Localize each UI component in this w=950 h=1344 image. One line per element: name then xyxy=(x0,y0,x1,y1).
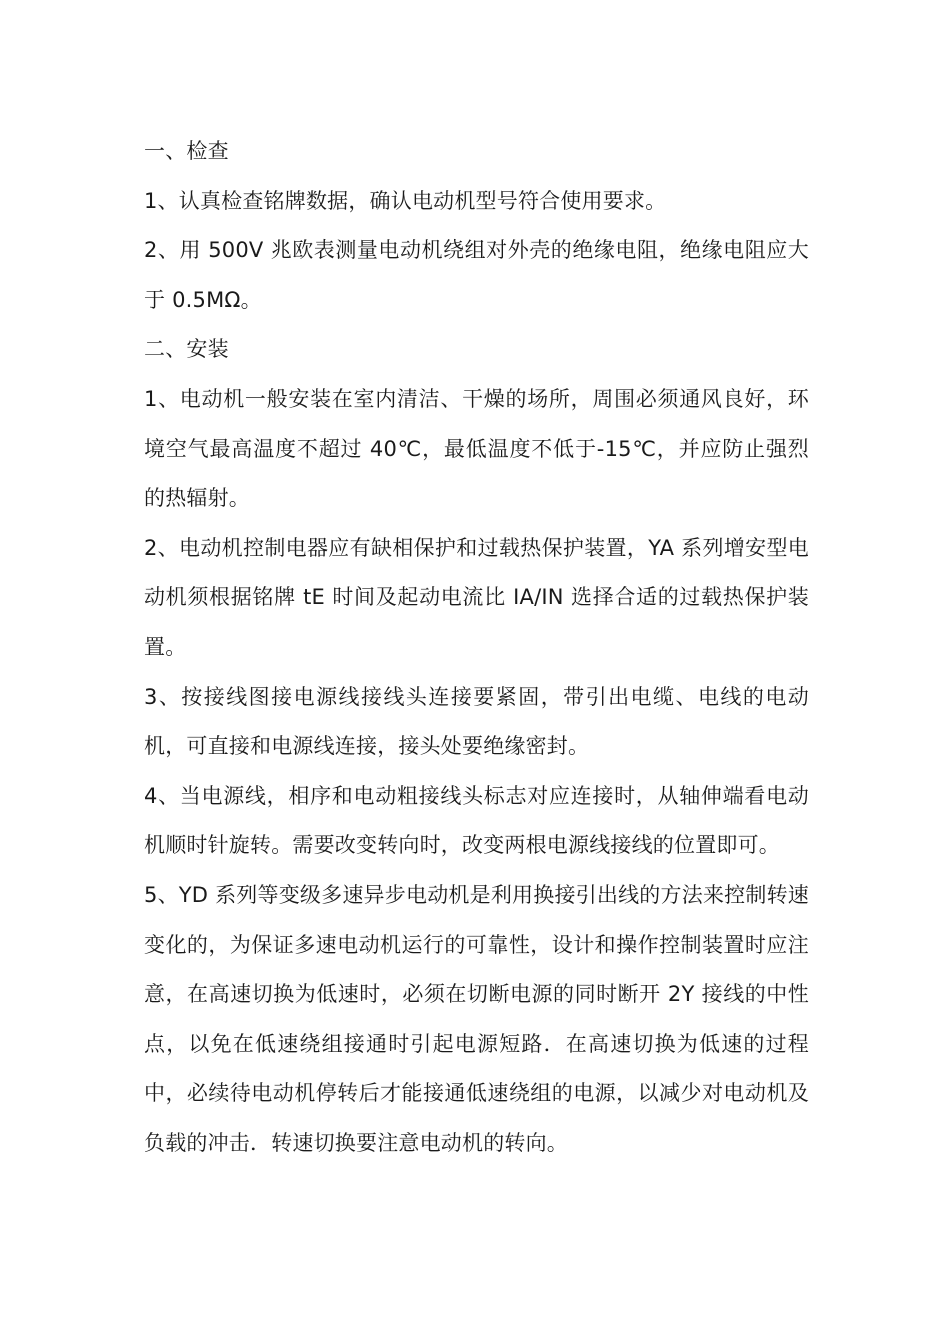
paragraph-item: 2、电动机控制电器应有缺相保护和过载热保护装置，YA 系列增安型电动机须根据铭牌 tE 时间及起动电流比 IA/IN 选择合适的过载热保护装置。 xyxy=(144,535,809,659)
paragraph-item: 5、YD 系列等变级多速异步电动机是利用换接引出线的方法来控制转速变化的，为保证多速电动机运行的可靠性，设计和操作控制装置时应注意，在高速切换为低速时，必须在切断电源的同时断开 2Y 接线的中性点，以免在低速绕组接通时引起电源短路．在高速切换为低速的过程中，必续待电动机停转后才能接通低速绕组的电源，以减少对电动机及负载的冲击．转速切换要注意电动机的转向。 xyxy=(144,882,809,1155)
document-body xyxy=(144,127,809,1168)
section-heading-installation: 二、安装 xyxy=(144,337,229,362)
paragraph-item: 1、认真检查铭牌数据，确认电动机型号符合使用要求。 xyxy=(144,188,667,213)
section-heading-inspection: 一、检查 xyxy=(144,139,229,163)
paragraph-item: 4、当电源线，相序和电动粗接线头标志对应连接时，从轴伸端看电动机顺时针旋转。需要改变转向时，改变两根电源线接线的位置即可。 xyxy=(144,783,809,858)
paragraph-item: 2、用 500V 兆欧表测量电动机绕组对外壳的绝缘电阻，绝缘电阻应大于 0.5MΩ。 xyxy=(144,238,809,312)
paragraph-item: 1、电动机一般安装在室内清洁、干燥的场所，周围必须通风良好，环境空气最高温度不超过 40℃，最低温度不低于-15℃，并应防止强烈的热辐射。 xyxy=(144,386,809,511)
paragraph-item: 3、按接线图接电源线接线头连接要紧固，带引出电缆、电线的电动机，可直接和电源线连接，接头处要绝缘密封。 xyxy=(144,684,809,759)
